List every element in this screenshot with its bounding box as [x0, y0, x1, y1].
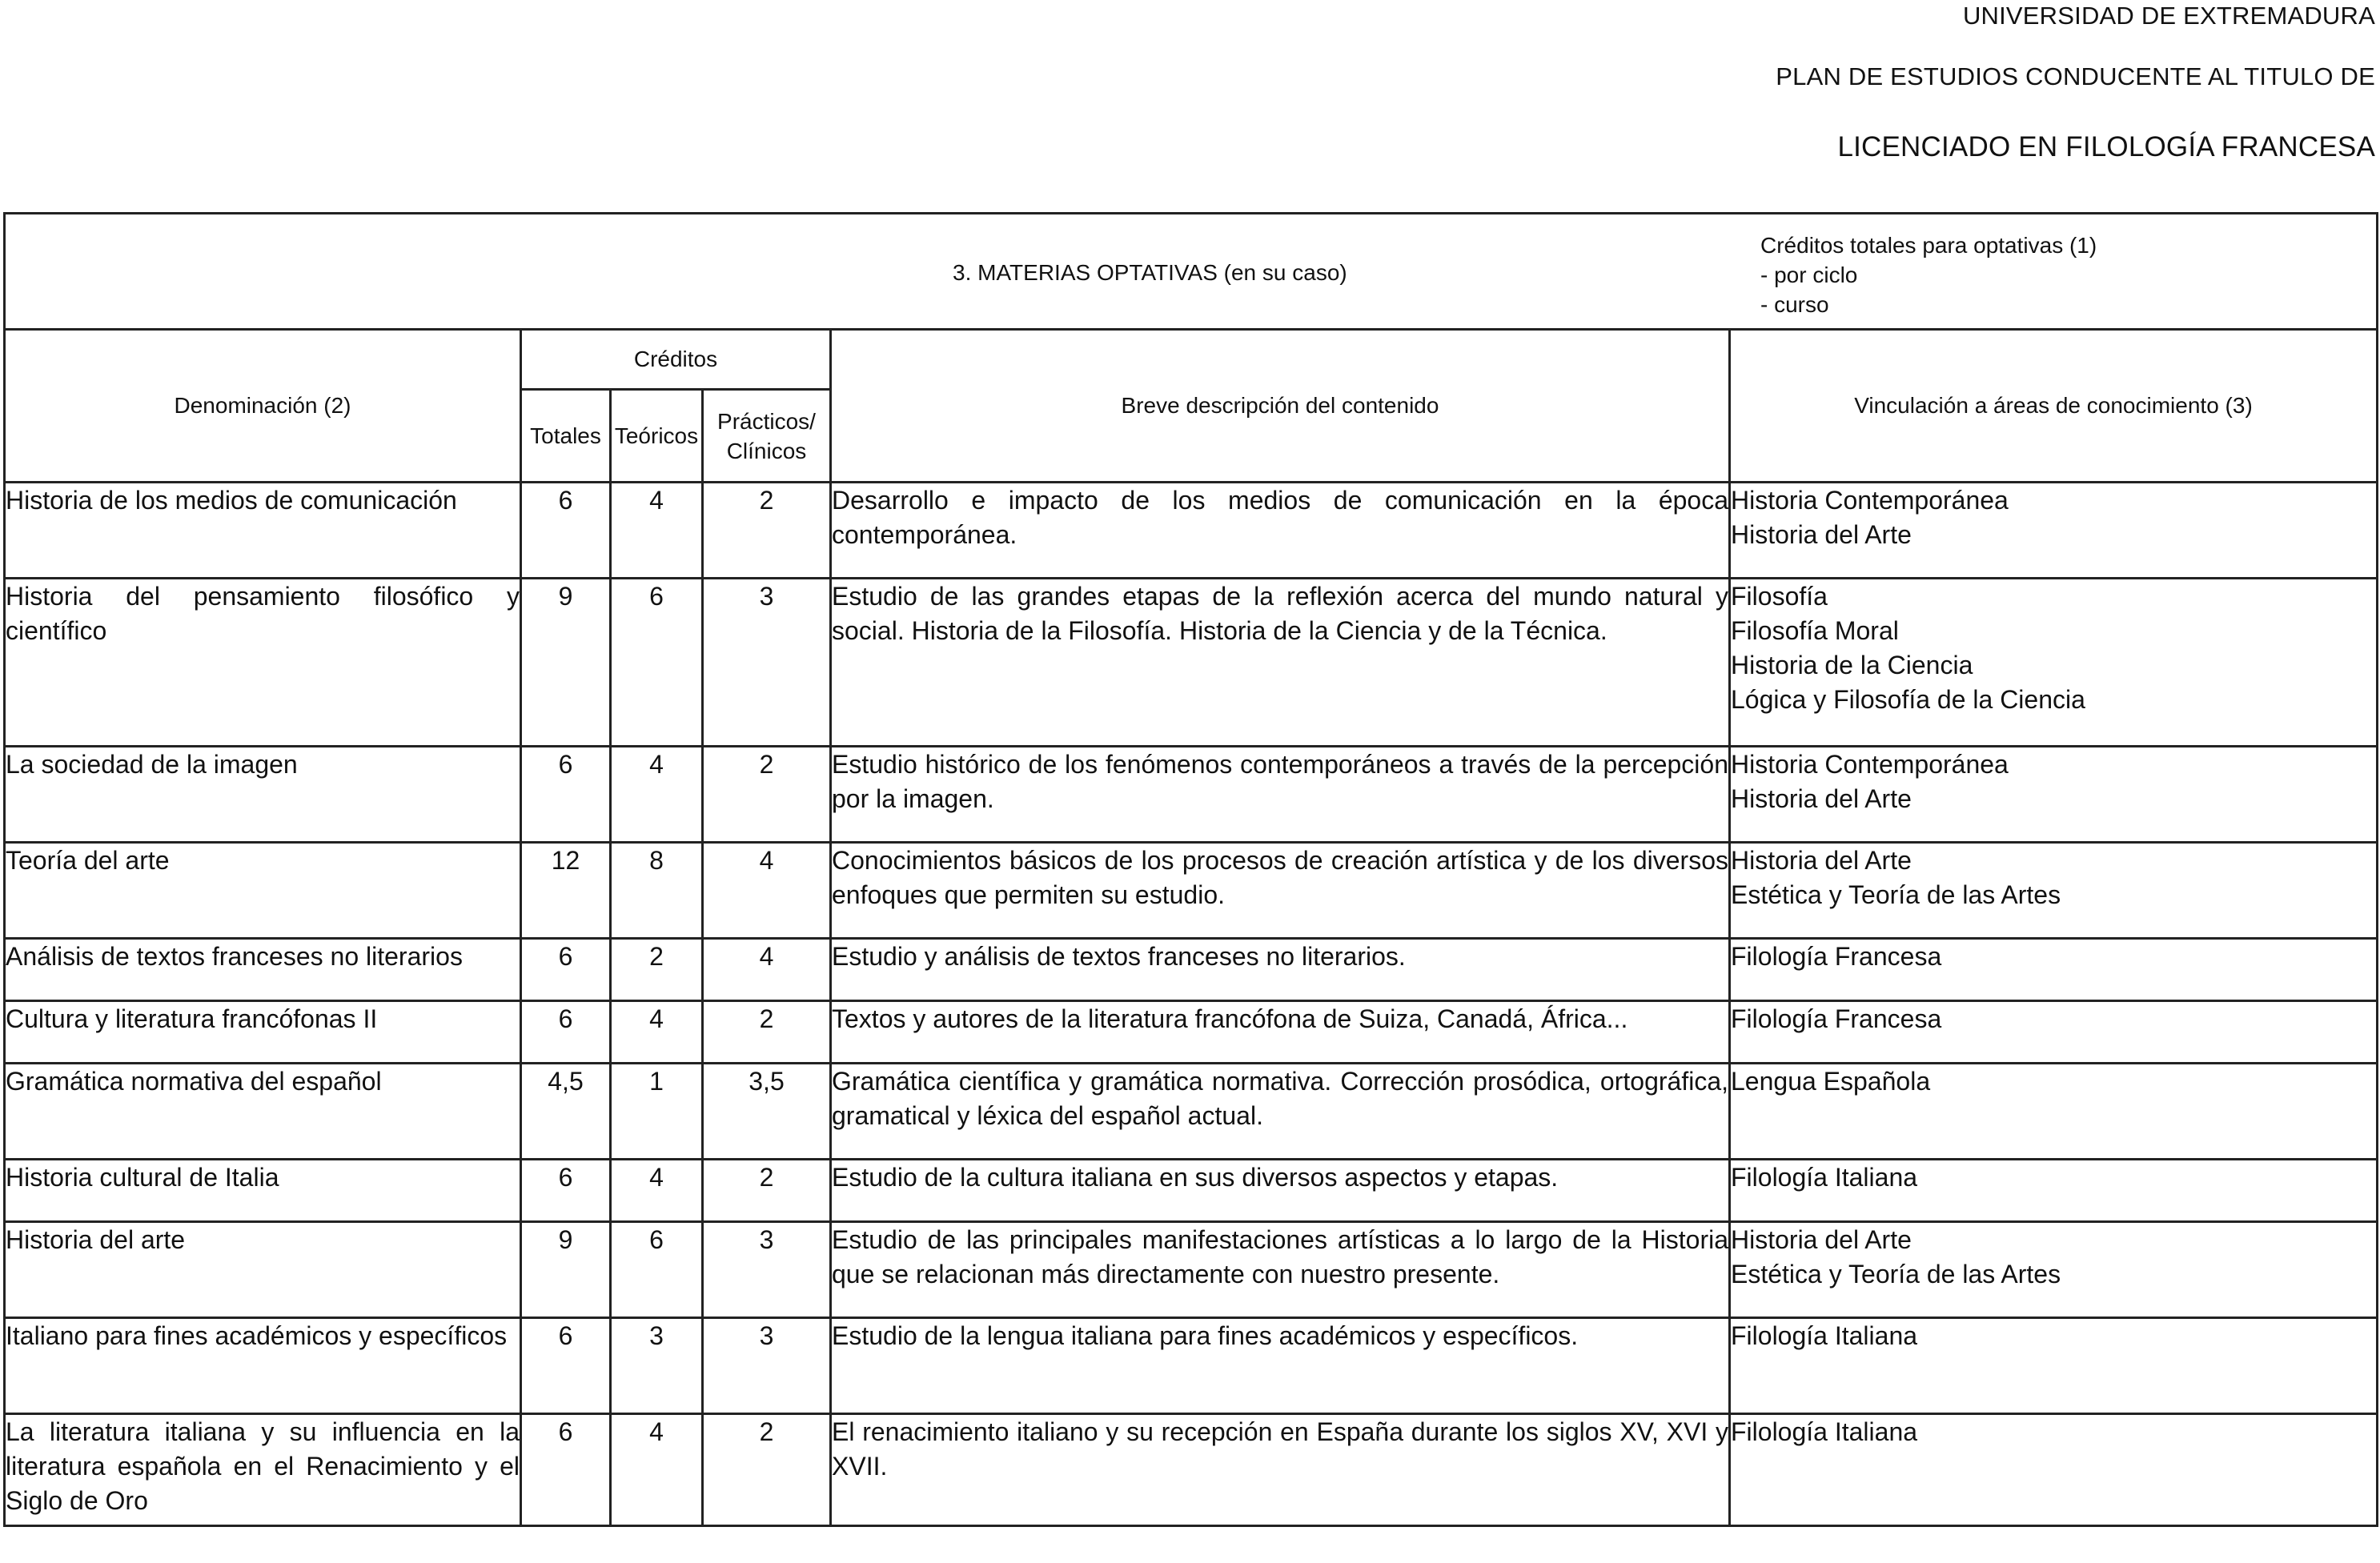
subject-name: Historia de los medios de comunicación — [5, 483, 521, 579]
col-teoricos: Teóricos — [611, 390, 703, 483]
subject-name: La sociedad de la imagen — [5, 747, 521, 843]
knowledge-area: Filología Italiana — [1731, 1321, 1918, 1350]
knowledge-areas — [1730, 1064, 2378, 1160]
knowledge-areas — [1730, 1001, 2378, 1064]
knowledge-area: Historia de la Ciencia — [1731, 651, 1973, 679]
table-row — [5, 1318, 2378, 1414]
credits-practicos: 2 — [703, 747, 831, 843]
credits-por-ciclo-label: - por ciclo — [1760, 263, 1858, 287]
credits-teoricos: 8 — [611, 843, 703, 939]
credits-totales: 6 — [521, 483, 611, 579]
knowledge-area: Filosofía — [1731, 582, 1828, 611]
subject-name: Análisis de textos franceses no literarios — [5, 939, 521, 1001]
subject-name: Teoría del arte — [5, 843, 521, 939]
knowledge-area: Historia del Arte — [1731, 1225, 1912, 1254]
subject-description: Estudio de las grandes etapas de la reflexión acerca del mundo natural y social. Historia de la Filosofía. Historia de la Ciencia y de la Técnica. — [831, 579, 1730, 747]
degree-title: LICENCIADO EN FILOLOGÍA FRANCESA — [1837, 131, 2375, 162]
credits-total-label: Créditos totales para optativas (1) — [1760, 233, 2097, 258]
credits-totales: 4,5 — [521, 1064, 611, 1160]
subject-name: Historia del arte — [5, 1222, 521, 1318]
credits-practicos: 2 — [703, 1001, 831, 1064]
table-row — [5, 747, 2378, 843]
credits-totales: 12 — [521, 843, 611, 939]
col-creditos: Créditos — [521, 330, 831, 390]
optativas-table — [3, 212, 2378, 1527]
subject-description: Estudio de las principales manifestaciones artísticas a lo largo de la Historia que se relacionan más directamente con nuestro presente. — [831, 1222, 1730, 1318]
knowledge-area: Historia del Arte — [1731, 846, 1912, 875]
credits-teoricos: 4 — [611, 1414, 703, 1526]
subject-name: Historia del pensamiento filosófico y científico — [5, 579, 521, 747]
credits-teoricos: 4 — [611, 483, 703, 579]
credits-totales: 6 — [521, 1001, 611, 1064]
knowledge-areas — [1730, 939, 2378, 1001]
knowledge-area: Lógica y Filosofía de la Ciencia — [1731, 685, 2085, 714]
credits-totales: 6 — [521, 747, 611, 843]
knowledge-area: Historia Contemporánea — [1731, 750, 2009, 779]
credits-teoricos: 4 — [611, 747, 703, 843]
knowledge-area: Estética y Teoría de las Artes — [1731, 880, 2061, 909]
subject-name: Italiano para fines académicos y específicos — [5, 1318, 521, 1414]
knowledge-area: Filología Francesa — [1731, 942, 1942, 971]
col-practicos: Prácticos/ Clínicos — [703, 390, 831, 483]
table-row — [5, 939, 2378, 1001]
col-denominacion: Denominación (2) — [5, 330, 521, 483]
col-vinculacion: Vinculación a áreas de conocimiento (3) — [1730, 330, 2378, 483]
credits-totales: 9 — [521, 579, 611, 747]
subject-name: Cultura y literatura francófonas II — [5, 1001, 521, 1064]
subject-description: Estudio de la lengua italiana para fines académicos y específicos. — [831, 1318, 1730, 1414]
table-row — [5, 1222, 2378, 1318]
knowledge-areas — [1730, 843, 2378, 939]
section-header — [5, 214, 2378, 330]
knowledge-areas — [1730, 1414, 2378, 1526]
knowledge-areas — [1730, 1222, 2378, 1318]
subject-description: Estudio de la cultura italiana en sus diversos aspectos y etapas. — [831, 1160, 1730, 1222]
knowledge-area: Lengua Española — [1731, 1067, 1931, 1096]
credits-practicos: 2 — [703, 483, 831, 579]
table-row — [5, 1001, 2378, 1064]
subject-description: Estudio y análisis de textos franceses no literarios. — [831, 939, 1730, 1001]
table-row — [5, 1064, 2378, 1160]
subject-description: Desarrollo e impacto de los medios de comunicación en la época contemporánea. — [831, 483, 1730, 579]
credits-practicos: 4 — [703, 843, 831, 939]
subject-name: Historia cultural de Italia — [5, 1160, 521, 1222]
credits-totales: 6 — [521, 1318, 611, 1414]
credits-teoricos: 4 — [611, 1001, 703, 1064]
credits-teoricos: 1 — [611, 1064, 703, 1160]
knowledge-area: Filología Francesa — [1731, 1004, 1942, 1033]
subject-description: Conocimientos básicos de los procesos de creación artística y de los diversos enfoques que permiten su estudio. — [831, 843, 1730, 939]
knowledge-area: Historia del Arte — [1731, 520, 1912, 549]
subject-name: La literatura italiana y su influencia en la literatura española en el Renacimiento y el Siglo de Oro — [5, 1414, 521, 1526]
knowledge-areas — [1730, 747, 2378, 843]
knowledge-area: Historia Contemporánea — [1731, 486, 2009, 515]
subject-description: Gramática científica y gramática normativa. Corrección prosódica, ortográfica, gramatical y léxica del español actual. — [831, 1064, 1730, 1160]
credits-totales: 6 — [521, 1414, 611, 1526]
credits-teoricos: 3 — [611, 1318, 703, 1414]
knowledge-area: Filosofía Moral — [1731, 616, 1899, 645]
table-row — [5, 1160, 2378, 1222]
credits-practicos: 3 — [703, 579, 831, 747]
knowledge-areas — [1730, 1160, 2378, 1222]
credits-practicos: 2 — [703, 1160, 831, 1222]
col-totales: Totales — [521, 390, 611, 483]
credits-practicos: 2 — [703, 1414, 831, 1526]
knowledge-areas — [1730, 483, 2378, 579]
knowledge-area: Historia del Arte — [1731, 784, 1912, 813]
credits-practicos: 3 — [703, 1318, 831, 1414]
knowledge-area: Filología Italiana — [1731, 1163, 1918, 1192]
credits-practicos: 3,5 — [703, 1064, 831, 1160]
section-title: 3. MATERIAS OPTATIVAS (en su caso) — [953, 260, 1347, 285]
university-name: UNIVERSIDAD DE EXTREMADURA — [1962, 2, 2375, 30]
knowledge-areas — [1730, 579, 2378, 747]
credits-teoricos: 6 — [611, 579, 703, 747]
knowledge-area: Filología Italiana — [1731, 1417, 1918, 1446]
credits-teoricos: 4 — [611, 1160, 703, 1222]
credits-totales: 6 — [521, 939, 611, 1001]
credits-curso-label: - curso — [1760, 292, 1829, 317]
credits-totales: 6 — [521, 1160, 611, 1222]
credits-summary — [1760, 230, 2097, 319]
table-row — [5, 1414, 2378, 1526]
table-row — [5, 579, 2378, 747]
credits-practicos: 3 — [703, 1222, 831, 1318]
subject-description: El renacimiento italiano y su recepción en España durante los siglos XV, XVI y XVII. — [831, 1414, 1730, 1526]
knowledge-area: Estética y Teoría de las Artes — [1731, 1260, 2061, 1288]
table-row — [5, 843, 2378, 939]
credits-practicos: 4 — [703, 939, 831, 1001]
subject-description: Estudio histórico de los fenómenos contemporáneos a través de la percepción por la imagen. — [831, 747, 1730, 843]
credits-totales: 9 — [521, 1222, 611, 1318]
col-descripcion: Breve descripción del contenido — [831, 330, 1730, 483]
credits-teoricos: 2 — [611, 939, 703, 1001]
credits-teoricos: 6 — [611, 1222, 703, 1318]
subject-name: Gramática normativa del español — [5, 1064, 521, 1160]
subject-description: Textos y autores de la literatura francófona de Suiza, Canadá, África... — [831, 1001, 1730, 1064]
plan-title: PLAN DE ESTUDIOS CONDUCENTE AL TITULO DE — [1776, 62, 2375, 90]
table-row — [5, 483, 2378, 579]
knowledge-areas — [1730, 1318, 2378, 1414]
